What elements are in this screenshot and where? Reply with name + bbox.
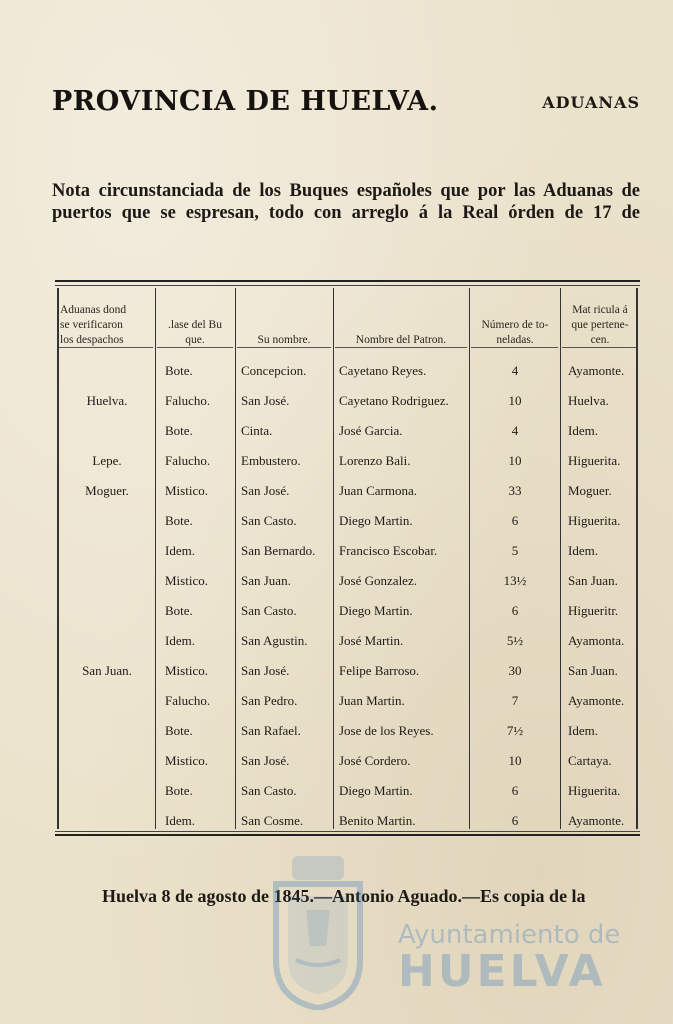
table-row (55, 386, 640, 416)
table-row (55, 686, 640, 716)
cell-toneladas: 6 (511, 603, 519, 618)
intro-line-2: puertos que se espresan, todo con arreglo á la Real órden de 17 de (52, 203, 640, 223)
cell-toneladas: 6 (511, 813, 519, 828)
cell-patron: Juan Martin. (339, 693, 405, 708)
watermark-text-line1: Ayuntamiento de (398, 920, 621, 950)
cell-nombre: San Casto. (241, 603, 297, 618)
table-row (55, 506, 640, 536)
cell-aduana (59, 686, 155, 716)
cell-aduana (59, 596, 155, 626)
cell-clase: Idem. (165, 813, 195, 828)
table-row (55, 746, 640, 776)
cell-patron: José Martin. (339, 633, 404, 648)
coat-of-arms-icon (266, 850, 370, 1010)
cell-patron: Benito Martin. (339, 813, 416, 828)
cell-nombre: San José. (241, 483, 290, 498)
cell-matricula: Higueritr. (568, 603, 619, 618)
header-text: Nombre del Patron. (355, 334, 447, 346)
cell-nombre: Concepcion. (241, 363, 307, 378)
table-row (55, 536, 640, 566)
watermark-logo (258, 828, 621, 1018)
watermark-text-line2: HUELVA (398, 946, 606, 997)
cell-aduana (59, 506, 155, 536)
cell-toneladas: 10 (508, 453, 522, 468)
header-text: que pertene- (571, 319, 629, 331)
cell-patron: Diego Martin. (339, 513, 413, 528)
cell-nombre: San José. (241, 663, 290, 678)
cell-toneladas: 30 (508, 663, 522, 678)
table-row (55, 776, 640, 806)
cell-nombre: San José. (241, 393, 290, 408)
header-patron (335, 300, 467, 348)
cell-matricula: San Juan. (568, 663, 618, 678)
cell-matricula: Cartaya. (568, 753, 612, 768)
header-text: se verificaron (60, 319, 123, 331)
cell-clase: Falucho. (165, 453, 211, 468)
header-text: Aduanas dond (60, 304, 127, 316)
cell-nombre: San José. (241, 753, 290, 768)
cell-nombre: San Cosme. (241, 813, 304, 828)
cell-nombre: San Juan. (241, 573, 291, 588)
header-aduanas (60, 300, 154, 348)
cell-clase: Falucho. (165, 393, 211, 408)
cell-matricula: Ayamonta. (568, 633, 625, 648)
cell-patron: Diego Martin. (339, 783, 413, 798)
cell-toneladas: 4 (511, 363, 519, 378)
cell-matricula: Ayamonte. (568, 693, 625, 708)
cell-nombre: Embustero. (241, 453, 301, 468)
cell-nombre: San Agustin. (241, 633, 308, 648)
cell-aduana: Moguer. (85, 483, 129, 498)
intro-line-1: Nota circunstanciada de los Buques españoles que por las Aduanas de (52, 181, 640, 201)
header-nombre (237, 300, 331, 348)
cell-clase: Bote. (165, 423, 193, 438)
cell-nombre: San Casto. (241, 513, 297, 528)
header-text: cen. (590, 334, 610, 346)
cell-toneladas: 5½ (506, 633, 524, 648)
table-row (55, 716, 640, 746)
cell-matricula: Idem. (568, 423, 598, 438)
cell-patron: Lorenzo Bali. (339, 453, 411, 468)
cell-toneladas: 7½ (506, 723, 524, 738)
cell-clase: Mistico. (165, 483, 208, 498)
ships-table (55, 280, 640, 836)
header-text: Número de to- (481, 319, 549, 331)
cell-aduana (59, 776, 155, 806)
cell-toneladas: 7 (511, 693, 519, 708)
cell-matricula: Ayamonte. (568, 813, 625, 828)
header-clase (157, 300, 233, 348)
cell-aduana (59, 746, 155, 776)
header-toneladas (471, 300, 559, 348)
cell-matricula: Higuerita. (568, 513, 621, 528)
cell-aduana: San Juan. (82, 663, 132, 678)
cell-nombre: San Bernardo. (241, 543, 316, 558)
cell-patron: José Cordero. (339, 753, 411, 768)
page-title: PROVINCIA DE HUELVA. (52, 86, 439, 117)
header-text: .lase del Bu (168, 319, 222, 331)
cell-toneladas: 6 (511, 783, 519, 798)
cell-patron: Juan Carmona. (339, 483, 417, 498)
cell-patron: Jose de los Reyes. (339, 723, 434, 738)
cell-toneladas: 33 (508, 483, 522, 498)
cell-nombre: San Pedro. (241, 693, 298, 708)
header-text: neladas. (496, 334, 534, 346)
cell-nombre: San Casto. (241, 783, 297, 798)
cell-clase: Mistico. (165, 573, 208, 588)
cell-matricula: Higuerita. (568, 783, 621, 798)
table-top-rule-thin (55, 285, 640, 286)
header-text: Mat ricula á (572, 304, 628, 316)
cell-aduana (59, 356, 155, 386)
cell-patron: José Gonzalez. (339, 573, 417, 588)
cell-matricula: Idem. (568, 723, 598, 738)
cell-patron: José Garcia. (339, 423, 403, 438)
header-text: los despachos (60, 334, 124, 346)
cell-nombre: San Rafael. (241, 723, 301, 738)
cell-patron: Francisco Escobar. (339, 543, 438, 558)
table-row (55, 446, 640, 476)
cell-matricula: Moguer. (568, 483, 612, 498)
cell-clase: Idem. (165, 543, 195, 558)
cell-toneladas: 5 (511, 543, 519, 558)
cell-aduana (59, 536, 155, 566)
header-text: Su nombre. (257, 334, 311, 346)
table-row (55, 656, 640, 686)
cell-clase: Bote. (165, 363, 193, 378)
cell-clase: Falucho. (165, 693, 211, 708)
table-row (55, 416, 640, 446)
cell-patron: Cayetano Reyes. (339, 363, 427, 378)
intro-paragraph (52, 180, 640, 224)
cell-clase: Bote. (165, 723, 193, 738)
cell-matricula: San Juan. (568, 573, 618, 588)
cell-clase: Bote. (165, 513, 193, 528)
cell-patron: Diego Martin. (339, 603, 413, 618)
table-row (55, 566, 640, 596)
cell-clase: Mistico. (165, 753, 208, 768)
table-row (55, 596, 640, 626)
cell-toneladas: 13½ (503, 573, 527, 588)
cell-matricula: Idem. (568, 543, 598, 558)
cell-toneladas: 4 (511, 423, 519, 438)
cell-clase: Bote. (165, 603, 193, 618)
cell-clase: Bote. (165, 783, 193, 798)
table-row (55, 626, 640, 656)
table-row (55, 356, 640, 386)
cell-clase: Idem. (165, 633, 195, 648)
cell-clase: Mistico. (165, 663, 208, 678)
table-top-rule (55, 280, 640, 282)
cell-toneladas: 10 (508, 393, 522, 408)
cell-aduana: Lepe. (92, 453, 122, 468)
cell-aduana (59, 566, 155, 596)
cell-toneladas: 6 (511, 513, 519, 528)
cell-aduana (59, 716, 155, 746)
cell-toneladas: 10 (508, 753, 522, 768)
cell-matricula: Higuerita. (568, 453, 621, 468)
section-heading: ADUANAS (542, 93, 640, 112)
cell-aduana (59, 626, 155, 656)
cell-aduana (59, 416, 155, 446)
header-matricula (562, 300, 638, 348)
cell-matricula: Huelva. (568, 393, 609, 408)
cell-nombre: Cinta. (241, 423, 273, 438)
cell-patron: Felipe Barroso. (339, 663, 420, 678)
header-text: que. (185, 334, 205, 346)
table-row (55, 476, 640, 506)
cell-aduana: Huelva. (86, 393, 128, 408)
cell-patron: Cayetano Rodriguez. (339, 393, 449, 408)
cell-matricula: Ayamonte. (568, 363, 625, 378)
footer-signature-line: Huelva 8 de agosto de 1845.—Antonio Aguado.—Es copia de la (102, 886, 586, 906)
